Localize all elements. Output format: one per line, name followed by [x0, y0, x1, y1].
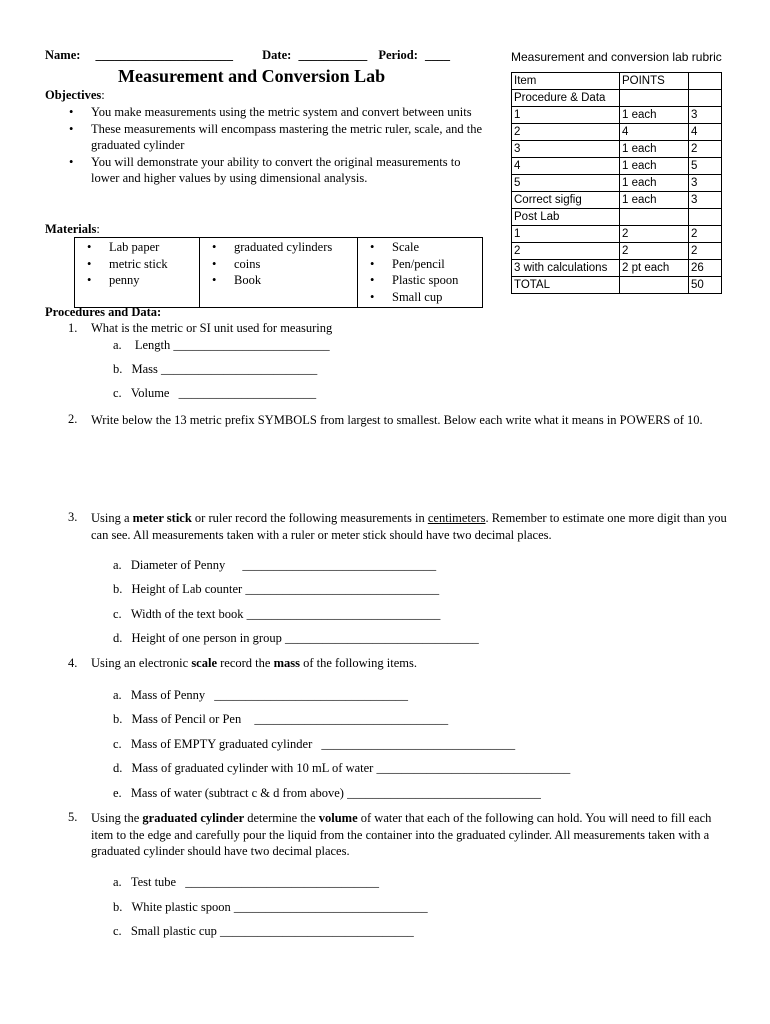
list-item: • coins — [200, 256, 357, 273]
rubric-header-row — [512, 73, 722, 90]
answer-line — [113, 712, 448, 727]
question-number: 1. — [68, 321, 78, 335]
rubric-cell: Post Lab — [512, 209, 620, 226]
rubric-row — [512, 209, 722, 226]
rubric-cell: Correct sigfig — [512, 192, 620, 209]
rubric-cell: 3 — [689, 192, 722, 209]
text-run: Using a — [91, 511, 133, 525]
answer-field[interactable]: _______________________________ — [347, 786, 541, 800]
materials-col3 — [358, 238, 483, 308]
rubric-cell: 2 — [512, 243, 620, 260]
list-item: • Book — [200, 272, 357, 289]
answer-field[interactable]: _______________________________ — [376, 761, 571, 775]
item-label: White plastic spoon — [131, 900, 231, 914]
rubric-cell — [620, 277, 689, 294]
answer-line — [113, 924, 414, 939]
item-label: Mass of graduated cylinder with 10 mL of water — [131, 761, 374, 775]
item-letter: d. — [113, 761, 123, 775]
rubric-cell: 2 — [689, 141, 722, 158]
materials-col2 — [200, 238, 358, 308]
text-run: or ruler record the following measurements in — [191, 511, 428, 525]
item-label: Length — [134, 338, 171, 352]
text-run-bold: mass — [273, 656, 300, 670]
rubric-cell: 2 — [689, 226, 722, 243]
answer-line — [113, 761, 570, 776]
objectives-list — [91, 104, 491, 187]
answer-line — [113, 737, 515, 752]
materials-heading: Materials: — [45, 222, 100, 236]
rubric-cell: TOTAL — [512, 277, 620, 294]
rubric-cell: 3 with calculations — [512, 260, 620, 277]
rubric-row — [512, 192, 722, 209]
answer-line — [113, 688, 408, 703]
rubric-cell: 1 — [512, 226, 620, 243]
rubric-cell — [689, 209, 722, 226]
answer-line — [113, 631, 479, 646]
answer-field[interactable]: _______________________________ — [321, 737, 516, 751]
item-label: Mass of water (subtract c & d from above) — [130, 786, 344, 800]
materials-col1 — [75, 238, 200, 308]
text-run-bold: volume — [318, 811, 358, 825]
rubric-row — [512, 243, 722, 260]
list-item: • Scale — [358, 239, 482, 256]
text-run: of water that each of the following can hold. You will need to fill each item to the edge and carefully pour the liquid from the container into the graduated cylinder. All measurements taken with a graduated cylinder should have two decimal places. — [91, 811, 712, 858]
period-label: Period: — [378, 48, 418, 62]
text-run: Using an electronic — [91, 656, 192, 670]
item-label: Small plastic cup — [130, 924, 217, 938]
answer-field[interactable]: _______________________________ — [185, 875, 379, 889]
list-item: • Small cup — [358, 289, 482, 306]
item-letter: b. — [113, 712, 123, 726]
text-run-bold: meter stick — [132, 511, 192, 525]
rubric-row — [512, 175, 722, 192]
list-item: • graduated cylinders — [200, 239, 357, 256]
item-letter: b. — [113, 582, 123, 596]
item-label: Height of one person in group — [131, 631, 282, 645]
rubric-row — [512, 141, 722, 158]
item-label: Height of Lab counter — [131, 582, 243, 596]
header-line — [45, 48, 450, 63]
answer-field[interactable]: _______________________________ — [214, 688, 408, 702]
item-letter: c. — [113, 737, 122, 751]
rubric-cell: 26 — [689, 260, 722, 277]
answer-field[interactable]: _________________________ — [161, 362, 318, 376]
question-number: 5. — [68, 810, 78, 824]
rubric-header-item: Item — [512, 73, 620, 90]
materials-table — [74, 237, 483, 308]
rubric-table — [511, 72, 722, 294]
item-letter: a. — [113, 558, 122, 572]
answer-field[interactable]: _________________________ — [173, 338, 330, 352]
question-number: 2. — [68, 412, 78, 426]
list-item: • Plastic spoon — [358, 272, 482, 289]
answer-line — [113, 558, 436, 573]
rubric-row — [512, 107, 722, 124]
rubric-cell: 1 each — [620, 175, 689, 192]
rubric-cell: 1 each — [620, 141, 689, 158]
text-run: Using the — [91, 811, 143, 825]
item-label: Mass of Penny — [130, 688, 206, 702]
answer-line — [113, 875, 379, 890]
item-label: Diameter of Penny — [130, 558, 226, 572]
date-field[interactable]: ___________ — [298, 48, 368, 62]
text-run: record the — [217, 656, 274, 670]
question-text — [91, 810, 731, 860]
item-letter: a. — [113, 338, 122, 352]
item-label: Width of the text book — [130, 607, 244, 621]
item-letter: b. — [113, 362, 123, 376]
rubric-cell: 4 — [689, 124, 722, 141]
item-letter: c. — [113, 924, 122, 938]
rubric-cell: 1 — [512, 107, 620, 124]
list-item: • You make measurements using the metric system and convert between units — [91, 104, 491, 121]
rubric-cell: 3 — [689, 107, 722, 124]
answer-line — [113, 338, 330, 353]
answer-line — [113, 386, 316, 401]
answer-field[interactable]: ______________________ — [178, 386, 317, 400]
text-run-underline: centimeters — [427, 511, 486, 525]
rubric-cell: 4 — [512, 158, 620, 175]
answer-field[interactable]: _______________________________ — [245, 582, 440, 596]
text-run: . Remember to estimate one more digit than you can see. All measurements taken with a ruler or meter stick should have two decimal places. — [91, 511, 727, 542]
list-item: • penny — [75, 272, 199, 289]
item-letter: e. — [113, 786, 122, 800]
name-field[interactable]: ______________________ — [95, 48, 234, 62]
answer-field[interactable]: _______________________________ — [220, 924, 414, 938]
rubric-cell — [620, 209, 689, 226]
rubric-cell — [620, 90, 689, 107]
rubric-cell: 5 — [512, 175, 620, 192]
answer-field[interactable]: _______________________________ — [284, 631, 479, 645]
rubric-row — [512, 226, 722, 243]
page-title: Measurement and Conversion Lab — [118, 66, 386, 86]
text-run: determine the — [244, 811, 319, 825]
answer-field[interactable]: _______________________________ — [254, 712, 449, 726]
rubric-cell: 50 — [689, 277, 722, 294]
answer-line — [113, 362, 317, 377]
rubric-cell: 2 — [512, 124, 620, 141]
rubric-cell: 2 pt each — [620, 260, 689, 277]
item-label: Volume — [130, 386, 170, 400]
list-item: • metric stick — [75, 256, 199, 273]
text-run: of the following items. — [299, 656, 417, 670]
item-label: Test tube — [130, 875, 177, 889]
answer-line — [113, 582, 439, 597]
objectives-heading: Objectives: — [45, 88, 105, 102]
rubric-header-total — [689, 73, 722, 90]
answer-line — [113, 607, 440, 622]
rubric-caption: Measurement and conversion lab rubric — [511, 50, 722, 64]
rubric-cell: 3 — [512, 141, 620, 158]
objectives-heading-text: Objectives — [45, 88, 102, 102]
date-label: Date: — [262, 48, 292, 62]
item-letter: d. — [113, 631, 123, 645]
answer-field[interactable]: _______________________________ — [246, 607, 441, 621]
item-label: Mass of EMPTY graduated cylinder — [130, 737, 313, 751]
rubric-row — [512, 124, 722, 141]
item-letter: c. — [113, 386, 122, 400]
question-text: Write below the 13 metric prefix SYMBOLS from largest to smallest. Below each write what it means in POWERS of 10. — [91, 413, 703, 427]
rubric-cell: 2 — [620, 243, 689, 260]
rubric-cell — [689, 90, 722, 107]
text-run-bold: graduated cylinder — [142, 811, 245, 825]
rubric-row — [512, 90, 722, 107]
question-number: 3. — [68, 510, 78, 524]
answer-field[interactable]: _______________________________ — [233, 900, 428, 914]
rubric-cell: 2 — [689, 243, 722, 260]
rubric-row — [512, 260, 722, 277]
answer-line — [113, 900, 428, 915]
rubric-cell: 4 — [620, 124, 689, 141]
item-letter: a. — [113, 688, 122, 702]
list-item: • You will demonstrate your ability to convert the original measurements to lower and higher values by using dimensional analysis. — [91, 154, 491, 187]
rubric-cell: 5 — [689, 158, 722, 175]
rubric-cell: 3 — [689, 175, 722, 192]
rubric-cell: 2 — [620, 226, 689, 243]
question-number: 4. — [68, 656, 78, 670]
answer-field[interactable]: _______________________________ — [242, 558, 437, 572]
list-item: • These measurements will encompass mastering the metric ruler, scale, and the graduated cylinder — [91, 121, 491, 154]
materials-heading-text: Materials — [45, 222, 97, 236]
period-field[interactable]: ____ — [425, 48, 451, 62]
rubric-cell: 1 each — [620, 192, 689, 209]
item-letter: b. — [113, 900, 123, 914]
rubric-cell: 1 each — [620, 107, 689, 124]
list-item: • Lab paper — [75, 239, 199, 256]
answer-line — [113, 786, 541, 801]
name-label: Name: — [45, 48, 81, 62]
procedures-heading: Procedures and Data: — [45, 305, 162, 319]
list-item: • Pen/pencil — [358, 256, 482, 273]
text-run-bold: scale — [191, 656, 217, 670]
question-text — [91, 510, 731, 543]
item-label: Mass of Pencil or Pen — [131, 712, 242, 726]
question-text — [91, 656, 417, 671]
rubric-row — [512, 158, 722, 175]
rubric-header-points: POINTS — [620, 73, 689, 90]
item-letter: a. — [113, 875, 122, 889]
rubric-cell: Procedure & Data — [512, 90, 620, 107]
rubric-cell: 1 each — [620, 158, 689, 175]
item-letter: c. — [113, 607, 122, 621]
question-text: What is the metric or SI unit used for measuring — [91, 321, 333, 335]
rubric-row — [512, 277, 722, 294]
item-label: Mass — [131, 362, 158, 376]
